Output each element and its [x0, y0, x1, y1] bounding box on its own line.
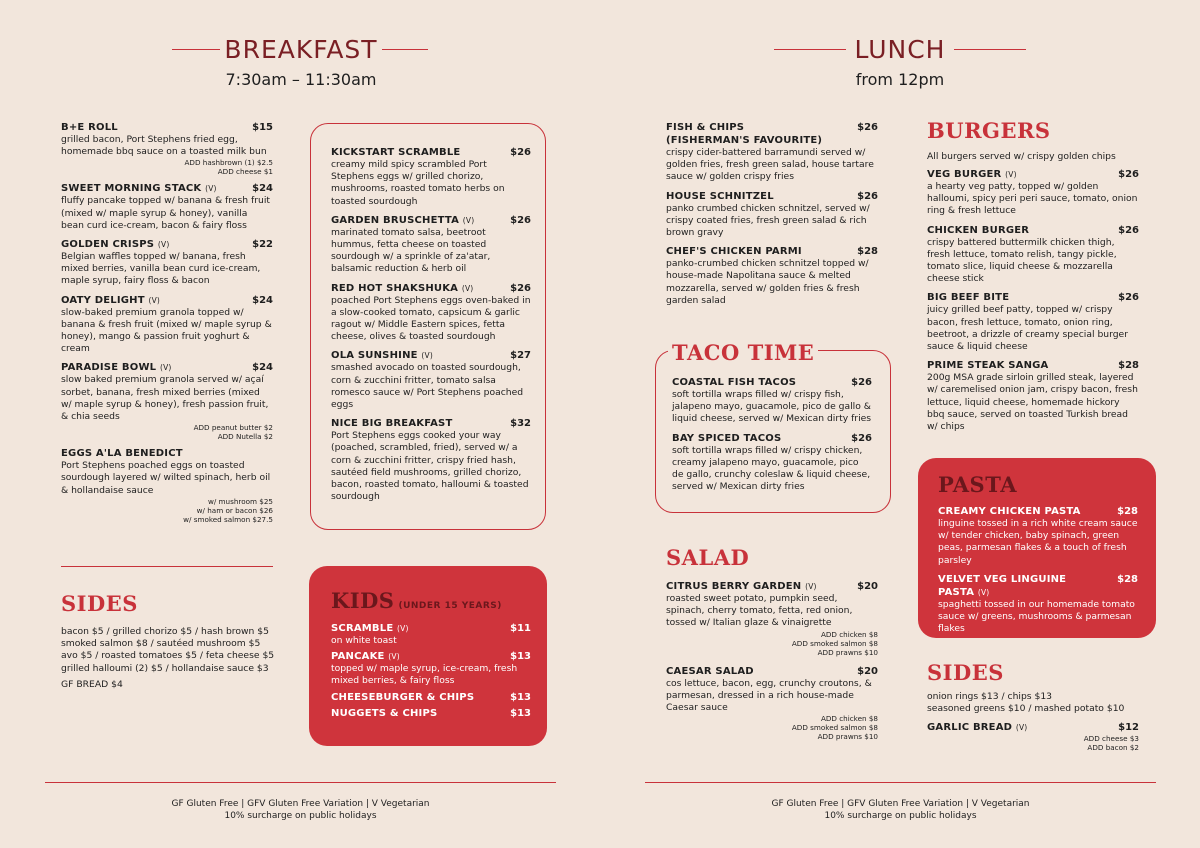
item-name [331, 282, 531, 295]
kids-subtitle: (UNDER 15 YEARS) [398, 601, 502, 611]
side-line: avo $5 / roasted tomatoes $5 / feta cheese $5 [61, 650, 275, 662]
item-name-text: CHEESEBURGER & CHIPS [331, 691, 475, 703]
item-name-text: SWEET MORNING STACK [61, 183, 202, 195]
gf-bread: GF BREAD $4 [61, 678, 123, 690]
side-line: seasoned greens $10 / mashed potato $10 [927, 703, 1125, 715]
item-addon: ADD chicken $8 [820, 629, 878, 639]
menu-item [331, 214, 531, 276]
item-name [666, 580, 878, 593]
item-name-text: BAY SPICED TACOS [672, 432, 782, 444]
kids-title-text: KIDS [331, 588, 395, 613]
item-description: grilled bacon, Port Stephens fried egg, homemade bbq sauce on a toasted milk bun [61, 134, 267, 158]
menu-item [666, 190, 878, 240]
breakfast-col1 [61, 121, 273, 530]
item-description: fluffy pancake topped w/ banana & fresh fruit (mixed w/ maple syrup & honey), vanilla bean curd ice-cream, bacon & fairy floss [61, 195, 271, 231]
taco-title: TACO TIME [668, 340, 818, 365]
breakfast-title: BREAKFAST [224, 35, 378, 64]
item-name [61, 182, 273, 195]
menu-item [61, 121, 273, 176]
item-price: $13 [510, 651, 531, 663]
menu-item [331, 282, 531, 344]
menu-item [666, 665, 878, 742]
vegetarian-tag: (V) [805, 582, 817, 591]
item-name [927, 721, 1139, 734]
item-name-text: CITRUS BERRY GARDEN [666, 581, 802, 592]
item-name [666, 121, 878, 134]
kids-items [331, 622, 531, 723]
menu-item [331, 349, 531, 411]
item-price: $15 [252, 122, 273, 133]
item-price: $12 [1118, 722, 1139, 734]
item-name [331, 214, 531, 227]
item-price: $28 [1117, 506, 1138, 517]
item-name [927, 168, 1139, 181]
item-addon: w/ ham or bacon $26 [196, 505, 273, 515]
item-name-text: PARADISE BOWL [61, 362, 157, 374]
item-addon: ADD cheese $3 [1083, 734, 1139, 744]
item-name-text: NUGGETS & CHIPS [331, 707, 438, 719]
menu-item [672, 432, 872, 494]
item-name [666, 190, 878, 203]
item-name [938, 573, 1138, 599]
vegetarian-tag: (V) [388, 652, 400, 662]
item-price: $32 [510, 418, 531, 430]
item-name [927, 359, 1139, 372]
breakfast-col2 [331, 146, 531, 509]
vegetarian-tag: (V) [157, 240, 170, 250]
item-addon: ADD Nutella $2 [217, 432, 273, 442]
item-name-line2: (FISHERMAN'S FAVOURITE) [666, 135, 823, 146]
item-price: $13 [510, 691, 531, 703]
menu-item [331, 650, 531, 687]
item-name-text: CHEF'S CHICKEN PARMI [666, 246, 802, 258]
side-line: smoked salmon $8 / sautéed mushroom $5 [61, 638, 261, 650]
item-description: soft tortilla wraps filled w/ crispy chicken, creamy jalapeno mayo, guacamole, pico de gallo, crunchy coleslaw & liquid cheese, served w/ Mexican dirty fries [672, 444, 871, 493]
item-name [61, 238, 273, 251]
item-name [61, 447, 273, 460]
item-addon: ADD smoked salmon $8 [791, 723, 878, 733]
footer-right [645, 798, 1156, 822]
menu-item [331, 146, 531, 208]
item-price: $26 [1118, 292, 1139, 304]
side-line: bacon $5 / grilled chorizo $5 / hash brown $5 [61, 626, 269, 637]
item-addon: ADD smoked salmon $8 [791, 638, 878, 648]
item-name [331, 146, 531, 159]
item-name-text: CAESAR SALAD [666, 665, 754, 677]
item-price: $20 [857, 581, 878, 592]
menu-item [61, 447, 273, 524]
item-addon: ADD chicken $8 [820, 714, 878, 724]
menu-item [61, 361, 273, 441]
menu-item [331, 622, 531, 647]
lunch-sides-list [927, 691, 1139, 752]
item-description: panko-crumbed chicken schnitzel topped w/ house-made Napolitana sauce & melted mozzarella, served w/ golden fries & fresh garden salad [666, 258, 869, 306]
menu-item [672, 376, 872, 426]
lunch-mains [666, 121, 878, 313]
menu-item [927, 224, 1139, 286]
item-name-text: RED HOT SHAKSHUKA [331, 282, 459, 294]
item-name [331, 691, 531, 704]
burgers-items [927, 168, 1139, 439]
item-name-text: PANCAKE [331, 651, 385, 663]
item-name [927, 224, 1139, 237]
item-price: $27 [510, 350, 531, 362]
vegetarian-tag: (V) [421, 351, 433, 361]
vegetarian-tag: (V) [205, 184, 217, 194]
menu-item [331, 417, 531, 503]
footer-legend: GF Gluten Free | GFV Gluten Free Variation | V Vegetarian [771, 799, 1030, 809]
breakfast-hours: 7:30am – 11:30am [225, 70, 377, 89]
item-addon: ADD prawns $10 [817, 647, 878, 657]
item-description: roasted sweet potato, pumpkin seed, spinach, cherry tomato, fetta, red onion, tossed w/ Italian glaze & vinaigrette [666, 593, 853, 629]
item-price: $13 [510, 707, 531, 719]
salad-title: SALAD [666, 545, 750, 570]
item-name-text: KICKSTART SCRAMBLE [331, 147, 461, 158]
item-description: cos lettuce, bacon, egg, crunchy croutons, & parmesan, dressed in a rich house-made Caesar sauce [666, 677, 872, 714]
item-price: $28 [1118, 360, 1139, 372]
footer-surcharge: 10% surcharge on public holidays [824, 811, 977, 821]
item-addon: w/ mushroom $25 [207, 496, 273, 506]
taco-items [672, 376, 872, 499]
menu-item [666, 245, 878, 307]
item-name-text: B+E ROLL [61, 122, 118, 133]
item-price: $26 [851, 377, 872, 388]
item-price: $28 [1117, 573, 1138, 585]
vegetarian-tag: (V) [1015, 723, 1028, 733]
item-name [331, 707, 531, 720]
item-name-text: EGGS A'LA BENEDICT [61, 448, 183, 460]
item-addon: ADD bacon $2 [1087, 743, 1139, 753]
menu-item [927, 291, 1139, 353]
vegetarian-tag: (V) [159, 363, 172, 373]
menu-item [938, 573, 1138, 636]
item-name [666, 665, 878, 678]
burgers-title: BURGERS [927, 118, 1051, 143]
item-description: slow-baked premium granola topped w/ banana & fresh fruit (mixed w/ maple syrup & honey), mango & passion fruit yoghurt & cream [61, 306, 272, 355]
item-name-text: FISH & CHIPS [666, 122, 745, 133]
lunch-hours: from 12pm [855, 70, 945, 89]
item-price: $24 [252, 362, 273, 374]
item-name [61, 294, 273, 307]
item-name [61, 121, 273, 134]
pasta-items [938, 505, 1138, 641]
item-name [331, 650, 531, 663]
item-price: $26 [857, 122, 878, 133]
item-description: soft tortilla wraps filled w/ crispy fish, jalapeno mayo, guacamole, pico de gallo & liquid cheese, served w/ Mexican dirty fries [672, 389, 872, 425]
footer-legend: GF Gluten Free | GFV Gluten Free Variation | V Vegetarian [171, 799, 430, 809]
breakfast-sides-list [61, 626, 301, 691]
item-name [927, 291, 1139, 304]
item-price: $28 [857, 246, 878, 258]
menu-item [61, 238, 273, 288]
item-price: $11 [510, 623, 531, 634]
item-name-text: COASTAL FISH TACOS [672, 377, 797, 388]
item-description: 200g MSA grade sirloin grilled steak, layered w/ caremelised onion jam, crispy bacon, fresh lettuce, liquid cheese, homemade hickory bbq sauce, served on toasted Turkish bread w/ chips [927, 372, 1138, 433]
vegetarian-tag: (V) [397, 624, 409, 633]
item-name-text: PRIME STEAK SANGA [927, 360, 1049, 372]
item-description: slow baked premium granola served w/ açaí sorbet, banana, fresh mixed berries (mixed w/ maple syrup & honey), fresh passion fruit, & chia seeds [61, 374, 269, 423]
item-description: panko crumbed chicken schnitzel, served w/ crispy coated fries, fresh green salad & rich brown gravy [666, 202, 870, 239]
item-name [672, 376, 872, 389]
item-name-text: OATY DELIGHT [61, 294, 145, 306]
menu-item [927, 721, 1139, 752]
item-name-text: VELVET VEG LINGUINE PASTA [938, 573, 1067, 598]
lunch-sides-title: SIDES [927, 660, 1004, 685]
menu-item [938, 505, 1138, 567]
item-price: $26 [851, 432, 872, 444]
item-price: $26 [1118, 169, 1139, 180]
item-description: poached Port Stephens eggs oven-baked in a slow-cooked tomato, capsicum & garlic ragout w/ Middle Eastern spices, fetta cheese, olives & toasted sourdough [331, 294, 531, 343]
item-price: $26 [857, 190, 878, 202]
item-description: on white toast [331, 635, 397, 646]
item-name [938, 505, 1138, 518]
breakfast-sides-title: SIDES [61, 591, 138, 616]
vegetarian-tag: (V) [461, 283, 474, 293]
item-description: Port Stephens eggs cooked your way (poached, scrambled, fried), served w/ a corn & zucchini fritter, crispy fried hash, sautéed field mushrooms, grilled chorizo, bacon, roasted tomato, halloumi & toasted sourdough [331, 430, 529, 503]
item-description: marinated tomato salsa, beetroot hummus, fetta cheese on toasted sourdough w/ a sprinkle of za'atar, balsamic reduction & herb oil [331, 226, 491, 275]
kids-title [331, 588, 502, 613]
menu-item [61, 182, 273, 232]
pasta-title: PASTA [938, 472, 1017, 497]
item-description: crispy cider-battered barramundi served w/ golden fries, fresh green salad, house tartare sauce w/ golden crispy fries [666, 147, 874, 183]
item-addon: ADD cheese $1 [217, 167, 273, 177]
item-price: $24 [252, 294, 273, 306]
item-name-text: HOUSE SCHNITZEL [666, 190, 774, 202]
salad-items [666, 580, 878, 749]
item-name-text: GARDEN BRUSCHETTA [331, 214, 460, 226]
item-description: linguine tossed in a rich white cream sauce w/ tender chicken, baby spinach, green peas, parmesan flakes & a touch of fresh parsley [938, 518, 1138, 566]
item-name [666, 245, 878, 258]
menu-item [666, 580, 878, 657]
item-name [331, 349, 531, 362]
item-name-text: SCRAMBLE [331, 623, 394, 634]
item-name [331, 622, 531, 635]
menu-item [331, 707, 531, 720]
item-name [61, 361, 273, 374]
vegetarian-tag: (V) [977, 587, 990, 597]
item-name-text: VEG BURGER [927, 169, 1002, 180]
item-description: topped w/ maple syrup, ice-cream, fresh mixed berries, & fairy floss [331, 663, 518, 687]
item-description: juicy grilled beef patty, topped w/ crispy bacon, fresh lettuce, tomato, onion ring, beetroot, a drizzle of creamy special burger sauce & liquid cheese [927, 304, 1128, 353]
item-name-text: GARLIC BREAD [927, 722, 1013, 734]
item-description: Port Stephens poached eggs on toasted sourdough layered w/ wilted spinach, herb oil & hollandaise sauce [61, 460, 271, 496]
item-name-text: NICE BIG BREAKFAST [331, 418, 453, 430]
item-description: smashed avocado on toasted sourdough, corn & zucchini fritter, tomato salsa romesco sauce w/ Port Stephens poached eggs [331, 362, 524, 411]
vegetarian-tag: (V) [462, 215, 475, 225]
menu-item [61, 294, 273, 356]
item-description: creamy mild spicy scrambled Port Stephens eggs w/ grilled chorizo, mushrooms, roasted tomato herbs on toasted sourdough [331, 159, 505, 207]
item-description: Belgian waffles topped w/ banana, fresh mixed berries, vanilla bean curd ice-cream, maple syrup, fairy floss & bacon [61, 251, 261, 287]
footer-surcharge: 10% surcharge on public holidays [224, 811, 377, 821]
item-addon: ADD hashbrown (1) $2.5 [184, 158, 273, 168]
item-description: spaghetti tossed in our homemade tomato sauce w/ greens, mushrooms & parmesan flakes [938, 598, 1135, 635]
item-price: $26 [1118, 224, 1139, 236]
menu-item [666, 121, 878, 184]
item-price: $20 [857, 665, 878, 677]
item-name-text: OLA SUNSHINE [331, 350, 418, 362]
item-name [672, 432, 872, 445]
item-price: $26 [510, 147, 531, 158]
item-name-text: CHICKEN BURGER [927, 224, 1030, 236]
menu-item [927, 168, 1139, 218]
menu-item [927, 359, 1139, 433]
burgers-note: All burgers served w/ crispy golden chips [927, 151, 1116, 162]
item-description: crispy battered buttermilk chicken thigh, fresh lettuce, tomato relish, tangy pickle, tomato slice, liquid cheese & mozzarella cheese stick [927, 236, 1117, 285]
item-price: $22 [252, 239, 273, 251]
lunch-title: LUNCH [854, 35, 946, 64]
item-price: $26 [510, 282, 531, 294]
item-name [331, 417, 531, 430]
vegetarian-tag: (V) [148, 295, 161, 305]
side-line: onion rings $13 / chips $13 [927, 691, 1053, 702]
footer-left [45, 798, 556, 822]
item-price: $26 [510, 214, 531, 226]
item-addon: ADD prawns $10 [817, 732, 878, 742]
item-price: $24 [252, 183, 273, 195]
item-addon: w/ smoked salmon $27.5 [183, 514, 273, 524]
item-description: a hearty veg patty, topped w/ golden halloumi, spicy peri peri sauce, tomato, onion ring & fresh lettuce [927, 181, 1138, 217]
item-name-text: CREAMY CHICKEN PASTA [938, 506, 1081, 517]
item-name-text: GOLDEN CRISPS [61, 239, 155, 251]
side-line: grilled halloumi (2) $5 / hollandaise sauce $3 [61, 662, 269, 674]
menu-item [331, 691, 531, 704]
item-addon: ADD peanut butter $2 [193, 423, 273, 433]
vegetarian-tag: (V) [1005, 170, 1017, 179]
item-name-text: BIG BEEF BITE [927, 292, 1010, 304]
